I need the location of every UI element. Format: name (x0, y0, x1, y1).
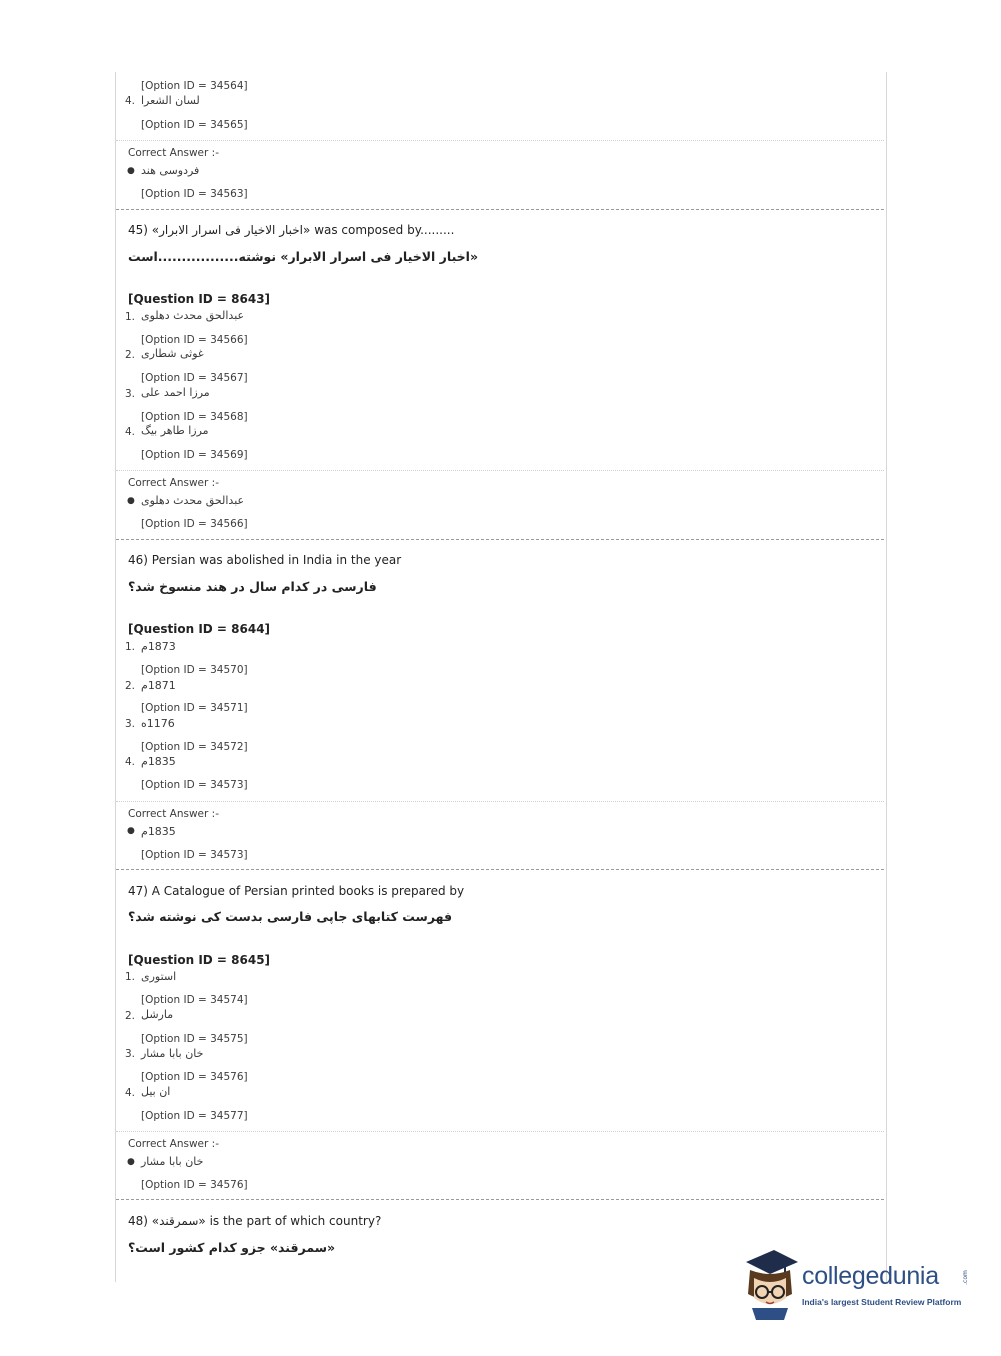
question-47-english (128, 884, 464, 898)
collegedunia-logo[interactable] (740, 1248, 972, 1320)
option-text: 1176ه (141, 717, 175, 730)
question-47-persian: فهرست کتابهای جاپی فارسی بدست کی نوشته شد؟ (128, 909, 453, 924)
option-text: مرزا احمد علی (141, 386, 210, 399)
logo-wordmark: collegedunia (802, 1262, 939, 1290)
question-divider (116, 209, 884, 210)
option-id: [Option ID = 34574] (141, 994, 248, 1006)
question-text: A Catalogue of Persian printed books is prepared by (151, 884, 465, 898)
correct-answer-id: [Option ID = 34566] (141, 518, 248, 530)
logo-suffix: .com (961, 1270, 969, 1285)
question-number: 46) (128, 553, 148, 567)
option-id: [Option ID = 34570] (141, 664, 248, 676)
option-text: لسان الشعرا (141, 94, 200, 107)
option-text: مارشل (141, 1008, 174, 1021)
question-id: [Question ID = 8643] (128, 292, 271, 306)
question-text: «سمرقند» is the part of which country? (151, 1214, 382, 1228)
logo-tagline: India's largest Student Review Platform (802, 1297, 962, 1307)
option-id: [Option ID = 34567] (141, 372, 248, 384)
option-id: [Option ID = 34569] (141, 449, 248, 461)
option-number: 3. (125, 1048, 136, 1060)
option-id: [Option ID = 34575] (141, 1033, 248, 1045)
question-46-persian: فارسی در کدام سال در هند منسوخ شد؟ (128, 579, 377, 594)
option-number: 4. (125, 756, 136, 768)
correct-answer-text: عبدالحق محدث دهلوی (141, 494, 245, 507)
option-text: 1873م (141, 640, 176, 653)
question-text: «اخبار الاخیار فی اسرار الابرار» was composed by......... (151, 223, 455, 237)
divider (116, 1131, 884, 1132)
option-number: 2. (125, 349, 136, 361)
option-id: [Option ID = 34576] (141, 1071, 248, 1083)
correct-answer-label: Correct Answer :- (128, 1138, 219, 1150)
question-46-english (128, 553, 401, 567)
option-number: 1. (125, 971, 136, 983)
question-divider (116, 869, 884, 870)
correct-answer-text: خان بابا مشار (141, 1155, 204, 1168)
divider (116, 801, 884, 802)
option-id: [Option ID = 34564] (141, 80, 248, 92)
correct-answer-text: 1835م (141, 825, 176, 838)
option-number: 3. (125, 718, 136, 730)
question-48-english (128, 1214, 381, 1228)
bullet-icon: ● (127, 166, 135, 176)
option-number: 1. (125, 641, 136, 653)
option-id: [Option ID = 34566] (141, 334, 248, 346)
question-id: [Question ID = 8645] (128, 953, 271, 967)
option-text: عبدالحق محدث دهلوی (141, 309, 245, 322)
bullet-icon: ● (127, 826, 135, 836)
question-id: [Question ID = 8644] (128, 622, 271, 636)
question-number: 48) (128, 1214, 148, 1228)
correct-answer-id: [Option ID = 34573] (141, 849, 248, 861)
option-number: 4. (125, 426, 136, 438)
correct-answer-label: Correct Answer :- (128, 147, 219, 159)
question-number: 47) (128, 884, 148, 898)
option-number: 4. (125, 95, 136, 107)
divider (116, 470, 884, 471)
option-number: 4. (125, 1087, 136, 1099)
option-id: [Option ID = 34573] (141, 779, 248, 791)
option-number: 2. (125, 1010, 136, 1022)
correct-answer-id: [Option ID = 34563] (141, 188, 248, 200)
question-48-persian: «سمرقند» جزو کدام کشور است؟ (128, 1240, 336, 1255)
option-text: ان بیل (141, 1085, 171, 1098)
student-mascot-icon (740, 1248, 800, 1320)
correct-answer-label: Correct Answer :- (128, 808, 219, 820)
option-id: [Option ID = 34571] (141, 702, 248, 714)
option-text: غوثی شطاری (141, 347, 204, 360)
option-id: [Option ID = 34565] (141, 119, 248, 131)
option-text: مرزا طاهر بیگ (141, 424, 209, 437)
question-divider (116, 539, 884, 540)
correct-answer-text: فردوسی هند (141, 164, 200, 177)
question-number: 45) (128, 223, 148, 237)
divider (116, 140, 884, 141)
option-id: [Option ID = 34568] (141, 411, 248, 423)
question-45-persian: «اخبار الاخیار فی اسرار الابرار» نوشته.................است (128, 249, 479, 264)
option-id: [Option ID = 34577] (141, 1110, 248, 1122)
option-number: 2. (125, 680, 136, 692)
option-text: 1835م (141, 755, 176, 768)
option-id: [Option ID = 34572] (141, 741, 248, 753)
bullet-icon: ● (127, 1157, 135, 1167)
question-text: Persian was abolished in India in the year (151, 553, 402, 567)
question-45-english (128, 223, 454, 237)
correct-answer-label: Correct Answer :- (128, 477, 219, 489)
bullet-icon: ● (127, 496, 135, 506)
option-text: 1871م (141, 679, 176, 692)
option-number: 1. (125, 311, 136, 323)
correct-answer-id: [Option ID = 34576] (141, 1179, 248, 1191)
option-text: خان بابا مشار (141, 1047, 204, 1060)
option-text: استوری (141, 970, 177, 983)
option-number: 3. (125, 388, 136, 400)
question-divider (116, 1199, 884, 1200)
